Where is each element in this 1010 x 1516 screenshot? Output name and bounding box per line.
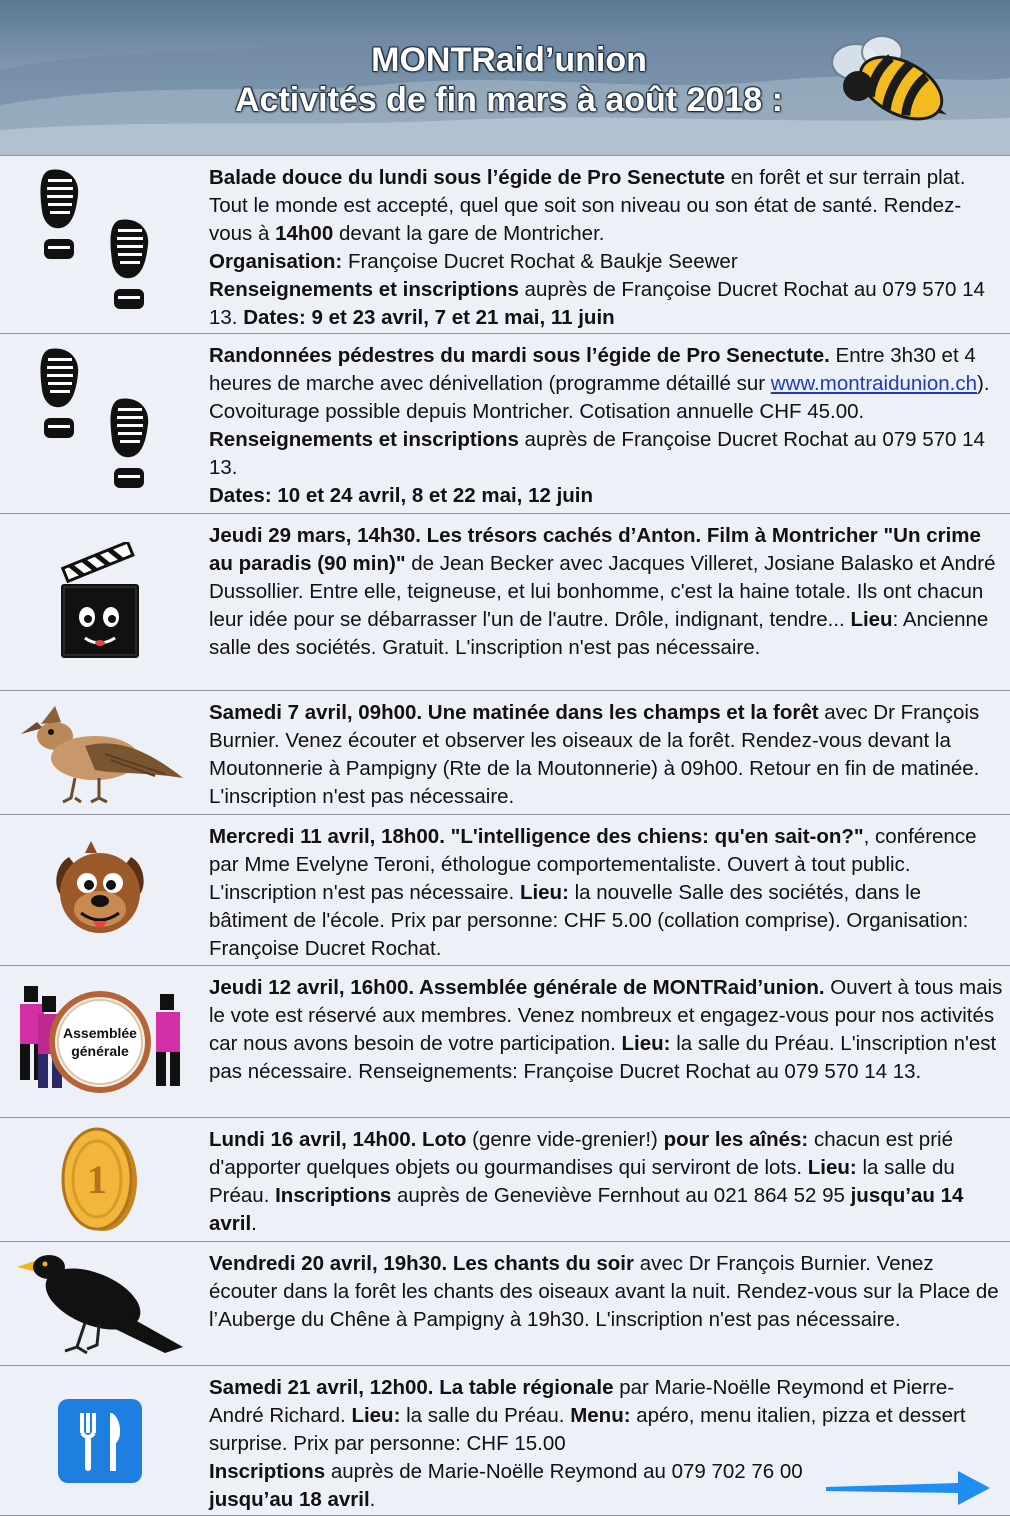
emphasis-text: Renseignements et inscriptions — [209, 428, 519, 451]
footprints-icon — [0, 334, 200, 513]
body-text: , conférence par Mme Evelyne Teroni, éthologue comportementaliste. Ouvert à tout public. L'inscription n'est pas nécessaire. — [209, 825, 977, 904]
blackbird-icon — [0, 1242, 200, 1365]
website-link[interactable]: www.montraidunion.ch — [770, 372, 978, 395]
emphasis-text: Dates: 9 et 23 avril, 7 et 21 mai, 11 juin — [243, 306, 615, 329]
body-text: devant la gare de Montricher. — [333, 222, 605, 245]
body-text: Entre 3h30 et 4 heures de marche avec dénivellation (programme détaillé sur — [209, 344, 976, 395]
fork-knife-icon — [0, 1366, 200, 1515]
emphasis-text: Lieu: — [519, 881, 569, 904]
emphasis-text: Organisation: — [209, 250, 343, 273]
assembly-drum-label-line1: Assemblée — [63, 1024, 137, 1041]
coin-digit: 1 — [87, 1156, 107, 1202]
event-description — [209, 974, 1004, 1086]
emphasis-text: Balade douce du lundi sous l’égide de Pro Senectute — [209, 166, 726, 189]
body-text: avec Dr François Burnier. Venez écouter et observer les oiseaux de la forêt. Rendez-vous devant la Moutonnerie à Pampigny (Rte de la Moutonnerie) à 09h00. Retour en fin de matinée. L'inscription n'est pas nécessaire. — [209, 701, 980, 808]
body-text: la nouvelle Salle des sociétés, dans le bâtiment de l'école. Prix par personne: CHF 5.00 (collation comprise). Organisation: Françoise Ducret Rochat. — [209, 881, 969, 960]
body-text: ). Covoiturage possible depuis Montricher. Cotisation annuelle CHF 45.00. — [209, 372, 990, 423]
emphasis-text: Jeudi 12 avril, 16h00. Assemblée générale de MONTRaid’union. — [209, 976, 825, 999]
body-text: Françoise Ducret Rochat & Baukje Seewer — [342, 250, 738, 273]
emphasis-text: Samedi 7 avril, 09h00. Une matinée dans les champs et la forêt — [209, 701, 819, 724]
event-row — [0, 1117, 1010, 1241]
body-text: la salle du Préau. L'inscription n'est pas nécessaire. Renseignements: Françoise Ducret Rochat au 079 570 14 13. — [209, 1032, 997, 1083]
event-row — [0, 1241, 1010, 1365]
body-text: auprès de Françoise Ducret Rochat au 079 570 14 13. — [209, 278, 985, 329]
emphasis-text: Jeudi 29 mars, 14h30. Les trésors cachés d’Anton. Film à Montricher "Un crime au paradis (90 min)" — [209, 524, 981, 575]
body-text: : Ancienne salle des sociétés. Gratuit. L'inscription n'est pas nécessaire. — [209, 608, 989, 659]
emphasis-text: Vendredi 20 avril, 19h30. Les chants du soir — [209, 1252, 634, 1275]
body-text: de Jean Becker avec Jacques Villeret, Josiane Balasko et André Dussollier. Entre elle, teigneuse, et lui bonhomme, c'est la haine totale. Ils ont chacun leur idée pour se débarrasser l'un de l'autre. Drôle, indignant, tendre... — [209, 552, 996, 631]
event-description — [209, 522, 1004, 662]
bee-icon — [826, 30, 956, 125]
body-text: avec Dr François Burnier. Venez écouter dans la forêt les chants des oiseaux avant la nuit. Rendez-vous sur la Place de l’Auberge du Chêne à Pampigny à 19h30. L'inscription n'est pas nécessaire. — [209, 1252, 999, 1331]
assembly-drum-label-line2: générale — [71, 1042, 129, 1059]
body-text: chacun est prié d'apporter quelques objets ou gourmandises qui serviront de lots. — [209, 1128, 953, 1179]
emphasis-text: Lieu: — [351, 1404, 401, 1427]
emphasis-text: Lieu: — [621, 1032, 671, 1055]
emphasis-text: jusqu’au 14 avril — [209, 1184, 964, 1235]
emphasis-text: Mercredi 11 avril, 18h00. "L'intelligence des chiens: qu'en sait-on?" — [209, 825, 864, 848]
event-row — [0, 333, 1010, 513]
event-list — [0, 155, 1010, 1516]
event-row — [0, 965, 1010, 1117]
event-description — [209, 164, 1004, 332]
emphasis-text: 14h00 — [275, 222, 334, 245]
body-text: . — [251, 1212, 257, 1235]
header-banner — [0, 0, 1010, 155]
emphasis-text: Randonnées pédestres du mardi sous l’égide de Pro Senectute. — [209, 344, 830, 367]
event-description — [209, 1126, 1004, 1238]
event-row — [0, 814, 1010, 965]
emphasis-text: Renseignements et inscriptions — [209, 278, 519, 301]
assembly-drum-icon — [0, 966, 200, 1117]
coin-icon — [0, 1118, 200, 1241]
body-text: la salle du Préau. — [400, 1404, 571, 1427]
arrow-right-icon[interactable] — [826, 1465, 994, 1511]
emphasis-text: Dates: 10 et 24 avril, 8 et 22 mai, 12 juin — [209, 484, 594, 507]
event-description — [209, 823, 1004, 963]
event-row — [0, 690, 1010, 814]
event-row — [0, 513, 1010, 690]
body-text: par Marie-Noëlle Reymond et Pierre-André Richard. — [209, 1376, 955, 1427]
event-description — [209, 699, 1004, 811]
body-text: la salle du Préau. — [209, 1156, 955, 1207]
body-text: (genre vide-grenier!) — [466, 1128, 664, 1151]
event-row — [0, 155, 1010, 333]
body-text: en forêt et sur terrain plat. Tout le monde est accepté, quel que soit son niveau ou son état de santé. Rendez-vous à — [209, 166, 966, 245]
body-text: . — [369, 1488, 376, 1511]
body-text: auprès de Geneviève Fernhout au 021 864 52 95 — [391, 1184, 851, 1207]
lark-bird-icon — [0, 691, 200, 814]
page-title: MONTRaid’union — [371, 41, 647, 79]
footprints-icon — [0, 156, 200, 333]
body-text: apéro, menu italien, pizza et dessert surprise. Prix par personne: CHF 15.00 — [209, 1404, 966, 1455]
emphasis-text: Samedi 21 avril, 12h00. La table régionale — [209, 1376, 614, 1399]
emphasis-text: Inscriptions — [275, 1184, 392, 1207]
event-description — [209, 342, 1004, 510]
clapperboard-icon — [0, 514, 200, 690]
emphasis-text: Lieu — [850, 608, 893, 631]
emphasis-text: pour les aînés: — [663, 1128, 809, 1151]
dog-icon — [0, 815, 200, 965]
body-text: auprès de Marie-Noëlle Reymond au 079 702 76 00 — [325, 1460, 803, 1483]
body-text: Ouvert à tous mais le vote est réservé aux membres. Venez nombreux et engagez-vous pour nos activités car nous avons besoin de votre participation. — [209, 976, 1003, 1055]
page-subtitle: Activités de fin mars à août 2018 : — [235, 81, 783, 119]
emphasis-text: Menu: — [570, 1404, 631, 1427]
emphasis-text: Inscriptions — [209, 1460, 326, 1483]
emphasis-text: Lieu: — [807, 1156, 857, 1179]
event-description — [209, 1250, 1004, 1334]
emphasis-text: Lundi 16 avril, 14h00. Loto — [209, 1128, 467, 1151]
body-text: auprès de Françoise Ducret Rochat au 079 570 14 13. — [209, 428, 985, 479]
emphasis-text: jusqu’au 18 avril — [209, 1488, 370, 1511]
